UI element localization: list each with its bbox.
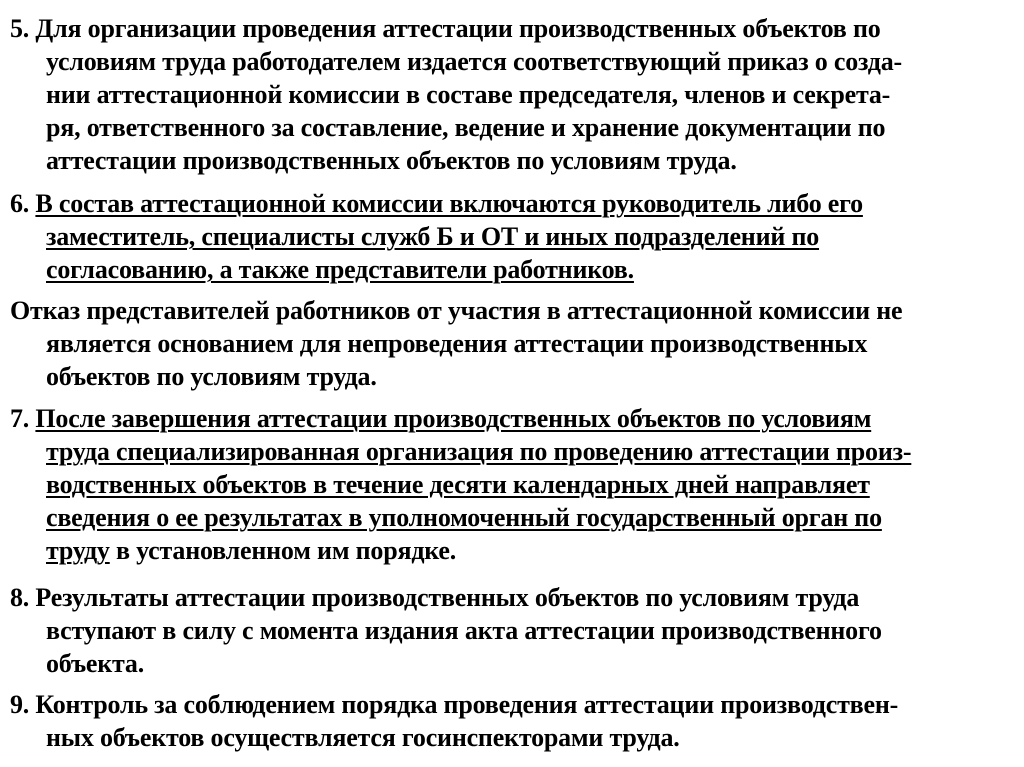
paragraph-7-number: 7. [10,404,36,433]
paragraph-7-line [10,534,1016,567]
paragraph-8-line: объекта. [46,649,145,678]
paragraph-6-underlined-text: В состав аттестационной комиссии включаются руководитель либо его [35,189,863,218]
paragraph-7-line [10,402,1016,435]
paragraph-5-line: условиям труда работодателем издается соответствующий приказ о созда- [46,47,902,76]
paragraph-6-underlined-text: заместитель, специалисты служб Б и ОТ и иных подразделений по [46,222,820,251]
paragraph-8-line: вступают в силу с момента издания акта аттестации производственного [46,616,882,645]
paragraph-7-line [10,501,1016,534]
paragraph-7-tail: в установленном им порядке. [109,536,457,565]
paragraph-9-line: ных объектов осуществляется госинспекторами труда. [46,723,680,752]
paragraph-refusal [10,294,1016,393]
paragraph-5-line: 5. Для организации проведения аттестации производственных объектов по [10,14,881,43]
paragraph-9-line: 9. Контроль за соблюдением порядка проведения аттестации производствен- [10,690,899,719]
paragraph-8-line: 8. Результаты аттестации производственных объектов по условиям труда [10,583,860,612]
paragraph-7-line [10,435,1016,468]
paragraph-7-underlined-text: После завершения аттестации производственных объектов по условиям [35,404,872,433]
paragraph-7-underlined-text: труду [46,536,110,565]
paragraph-5-line: ря, ответственного за составление, ведение и хранение документации по [46,113,886,142]
paragraph-6 [10,187,1016,286]
paragraph-7-underlined-text: труда специализированная организация по проведению аттестации произ- [46,437,912,466]
paragraph-6-line [10,220,1016,253]
paragraph-5-line: нии аттестационной комиссии в составе председателя, членов и секрета- [46,80,891,109]
paragraph-7 [10,402,1016,567]
paragraph-5 [10,12,1016,177]
paragraph-7-underlined-text: сведения о ее результатах в уполномоченный государственный орган по [46,503,882,532]
paragraph-6-number: 6. [10,189,36,218]
paragraph-refusal-line: Отказ представителей работников от участия в аттестационной комиссии не [10,296,903,325]
paragraph-7-underlined-text: водственных объектов в течение десяти календарных дней направляет [46,470,870,499]
paragraph-refusal-line: объектов по условиям труда. [46,362,377,391]
paragraph-9 [10,688,1016,754]
paragraph-5-line: аттестации производственных объектов по условиям труда. [46,146,737,175]
paragraph-8 [10,581,1016,680]
paragraph-refusal-line: является основанием для непроведения аттестации производственных [46,329,868,358]
paragraph-6-line [10,253,1016,286]
paragraph-6-underlined-text: согласованию, а также представители работников. [46,255,634,284]
paragraph-6-line [10,187,1016,220]
paragraph-7-line [10,468,1016,501]
